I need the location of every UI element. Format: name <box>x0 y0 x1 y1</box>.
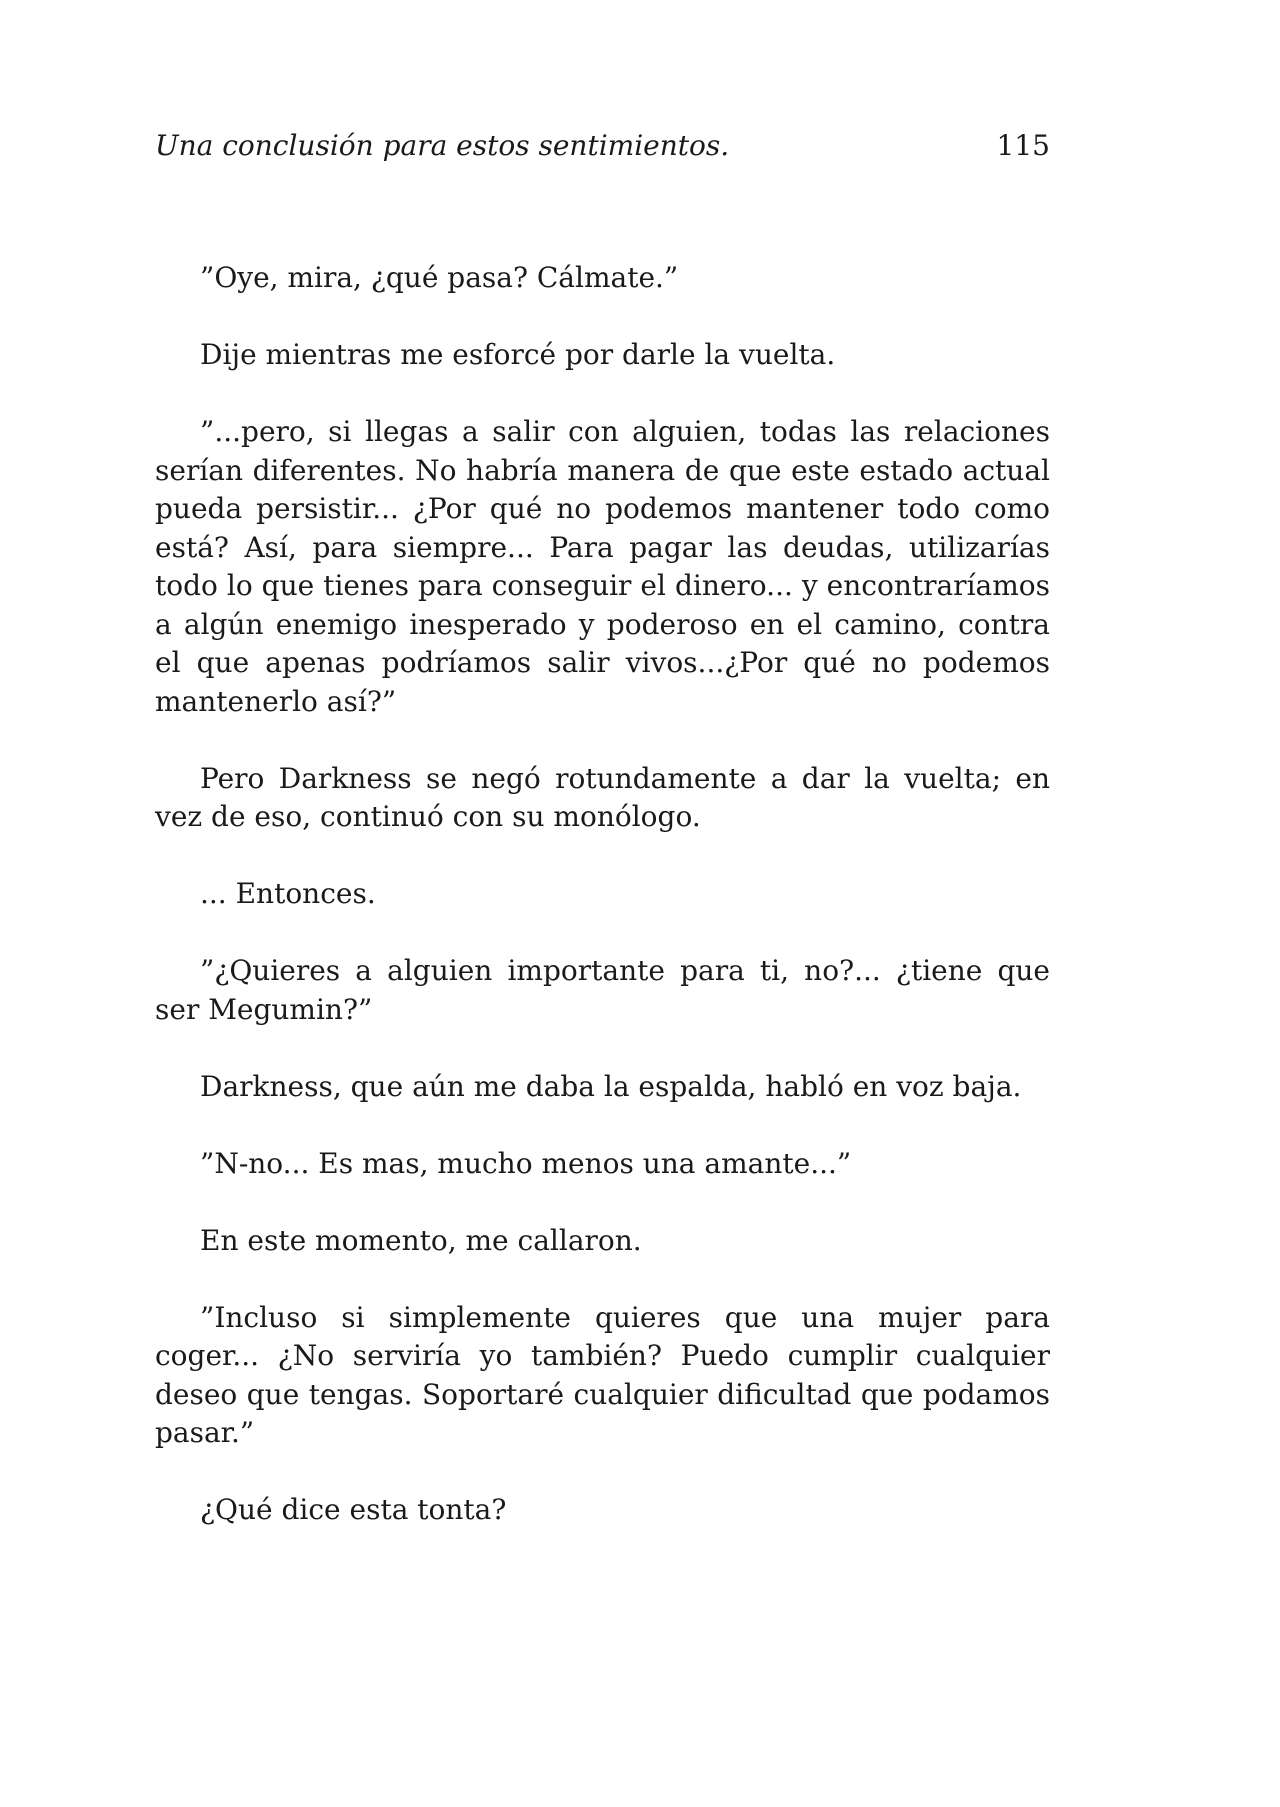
paragraph-11: ¿Qué dice esta tonta? <box>200 1493 507 1526</box>
paragraph-10: ”Incluso si simplemente quieres que una mujer para coger... ¿No serviría yo también? Puedo cumplir cualquier deseo que tengas. Soportaré cualquier dificultad que podamos pasar.” <box>155 1300 1050 1449</box>
paragraph-3: ”...pero, si llegas a salir con alguien, todas las relaciones serían diferentes. No habría manera de que este estado actual pueda persistir... ¿Por qué no podemos mantener todo como está? Así, para siempre... Para pagar las deudas, utilizarías todo lo que tienes para conseguir el dinero... y encontraríamos a algún enemigo inesperado y poderoso en el camino, contra el que apenas podríamos salir vivos...¿Por qué no podemos mantenerlo así?” <box>155 415 1050 718</box>
paragraph-6: ”¿Quieres a alguien importante para ti, no?... ¿tiene que ser Megumin?” <box>155 954 1050 1026</box>
running-title: Una conclusión para estos sentimientos. <box>155 129 730 162</box>
text-body <box>155 259 1050 1568</box>
paragraph-8: ”N-no... Es mas, mucho menos una amante...” <box>200 1146 852 1180</box>
page-number: 115 <box>996 129 1050 162</box>
paragraph-9: En este momento, me callaron. <box>200 1223 642 1257</box>
paragraph-2: Dije mientras me esforcé por darle la vuelta. <box>200 338 836 371</box>
paragraph-5: ... Entonces. <box>200 877 376 910</box>
running-head <box>155 128 1050 164</box>
paragraph-7: Darkness, que aún me daba la espalda, habló en voz baja. <box>200 1069 1022 1103</box>
book-page <box>155 0 1050 1807</box>
paragraph-4: Pero Darkness se negó rotundamente a dar la vuelta; en vez de eso, continuó con su monólogo. <box>155 761 1050 833</box>
paragraph-1: ”Oye, mira, ¿qué pasa? Cálmate.” <box>200 261 679 294</box>
